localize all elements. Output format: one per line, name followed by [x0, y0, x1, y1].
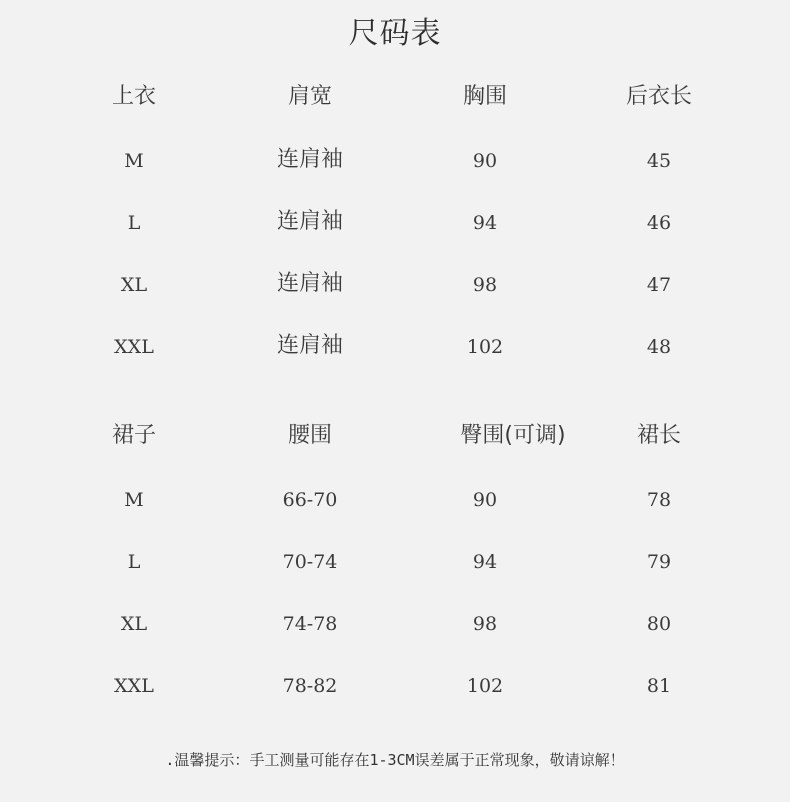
skirt-hip-cell: 90 [472, 489, 498, 511]
skirt-header-length: 裙长 [636, 423, 681, 448]
top-size-cell: M [124, 150, 144, 172]
top-size-cell: XXL [114, 336, 154, 358]
skirt-length-cell: 80 [646, 613, 672, 635]
skirt-hip-cell: 94 [472, 551, 498, 573]
skirt-size-cell: L [127, 551, 141, 573]
skirt-waist-cell: 66-70 [282, 489, 338, 511]
skirt-waist-cell: 78-82 [282, 675, 338, 697]
top-length-cell: 47 [646, 274, 672, 296]
top-chest-cell: 90 [472, 150, 498, 172]
top-header-chest: 胸围 [462, 84, 507, 109]
top-header-item: 上衣 [111, 84, 156, 109]
top-shoulder-cell: 连肩袖 [276, 147, 343, 172]
skirt-size-cell: XXL [114, 675, 154, 697]
top-chest-cell: 98 [472, 274, 498, 296]
skirt-length-cell: 79 [646, 551, 672, 573]
top-shoulder-cell: 连肩袖 [276, 333, 343, 358]
skirt-length-cell: 78 [646, 489, 672, 511]
top-shoulder-cell: 连肩袖 [276, 271, 343, 296]
top-shoulder-cell: 连肩袖 [276, 209, 343, 234]
top-header-shoulder: 肩宽 [287, 84, 332, 109]
top-size-cell: XL [120, 274, 148, 296]
top-header-length: 后衣长 [625, 84, 692, 109]
page-title: 尺码表 [348, 16, 442, 51]
top-length-cell: 45 [646, 150, 672, 172]
top-chest-cell: 102 [466, 336, 504, 358]
skirt-size-cell: XL [120, 613, 148, 635]
top-length-cell: 48 [646, 336, 672, 358]
measurement-note: .温馨提示：手工测量可能存在1-3CM误差属于正常现象，敬请谅解！ [165, 751, 625, 769]
skirt-size-cell: M [124, 489, 144, 511]
skirt-header-item: 裙子 [111, 423, 156, 448]
skirt-header-hip: 臀围(可调) [460, 423, 566, 448]
skirt-length-cell: 81 [646, 675, 672, 697]
top-length-cell: 46 [646, 212, 672, 234]
skirt-waist-cell: 70-74 [282, 551, 338, 573]
skirt-waist-cell: 74-78 [282, 613, 338, 635]
skirt-header-waist: 腰围 [287, 423, 332, 448]
skirt-hip-cell: 102 [466, 675, 504, 697]
top-size-cell: L [127, 212, 141, 234]
skirt-hip-cell: 98 [472, 613, 498, 635]
top-chest-cell: 94 [472, 212, 498, 234]
